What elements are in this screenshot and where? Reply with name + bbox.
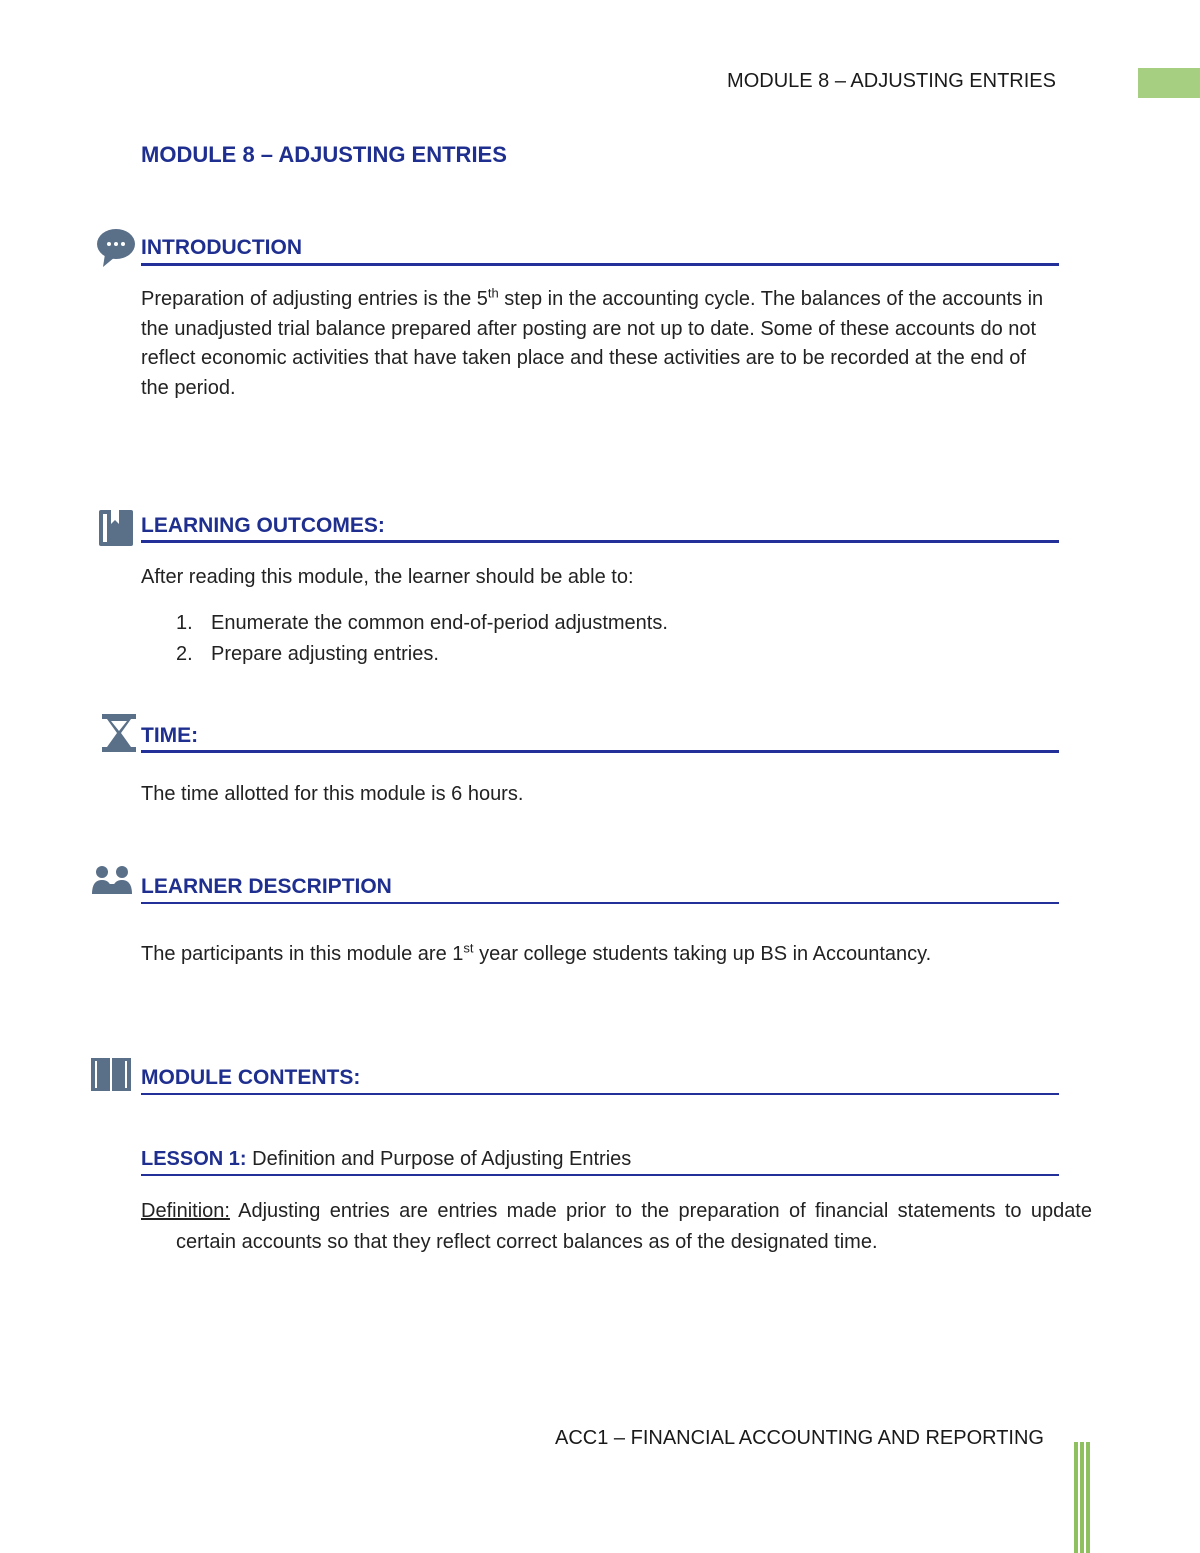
people-icon xyxy=(90,864,136,901)
learning-outcomes-list xyxy=(176,608,668,670)
list-item: 2. Prepare adjusting entries. xyxy=(176,643,439,665)
speech-bubble-icon xyxy=(95,227,137,274)
list-item: 1. Enumerate the common end-of-period adjustments. xyxy=(176,612,668,634)
learning-outcomes-lead: After reading this module, the learner should be able to: xyxy=(141,566,634,588)
course-footer: ACC1 – FINANCIAL ACCOUNTING AND REPORTING xyxy=(555,1427,1044,1449)
hourglass-icon xyxy=(100,713,138,758)
definition-paragraph: Definition: Adjusting entries are entries made prior to the preparation of financial statements to update certain accounts so that they reflect correct balances as of the designated time. xyxy=(141,1200,1092,1253)
footer-bar-decoration xyxy=(1074,1442,1078,1553)
learning-outcomes-rule xyxy=(141,540,1059,543)
footer-bar-decoration xyxy=(1086,1442,1090,1553)
introduction-paragraph: Preparation of adjusting entries is the 5th step in the accounting cycle. The balances of the accounts in the unadjusted trial balance prepared after posting are not up to date. Some of these accounts do not reflect economic activities that have taken place and these activities are to be recorded at the end of the period. xyxy=(141,285,1044,399)
module-contents-rule xyxy=(141,1093,1059,1095)
learner-description-paragraph: The participants in this module are 1st year college students taking up BS in Accountancy. xyxy=(141,940,932,965)
time-paragraph: The time allotted for this module is 6 hours. xyxy=(141,783,524,805)
corner-tab-decoration xyxy=(1138,68,1200,98)
learning-outcomes-heading: LEARNING OUTCOMES: xyxy=(141,514,385,537)
time-rule xyxy=(141,750,1059,753)
learner-description-heading: LEARNER DESCRIPTION xyxy=(141,875,392,898)
learner-description-rule xyxy=(141,902,1059,904)
page-title: MODULE 8 – ADJUSTING ENTRIES xyxy=(141,142,507,167)
introduction-heading: INTRODUCTION xyxy=(141,236,302,259)
module-contents-heading: MODULE CONTENTS: xyxy=(141,1066,361,1089)
book-icon xyxy=(97,508,135,553)
lesson-1-heading: LESSON 1: Definition and Purpose of Adjusting Entries xyxy=(141,1148,632,1170)
lesson-1-rule xyxy=(141,1174,1059,1176)
introduction-rule xyxy=(141,263,1059,266)
footer-bar-decoration xyxy=(1080,1442,1084,1553)
time-heading: TIME: xyxy=(141,724,199,747)
running-header: MODULE 8 – ADJUSTING ENTRIES xyxy=(727,70,1056,92)
open-book-icon xyxy=(90,1055,132,1098)
